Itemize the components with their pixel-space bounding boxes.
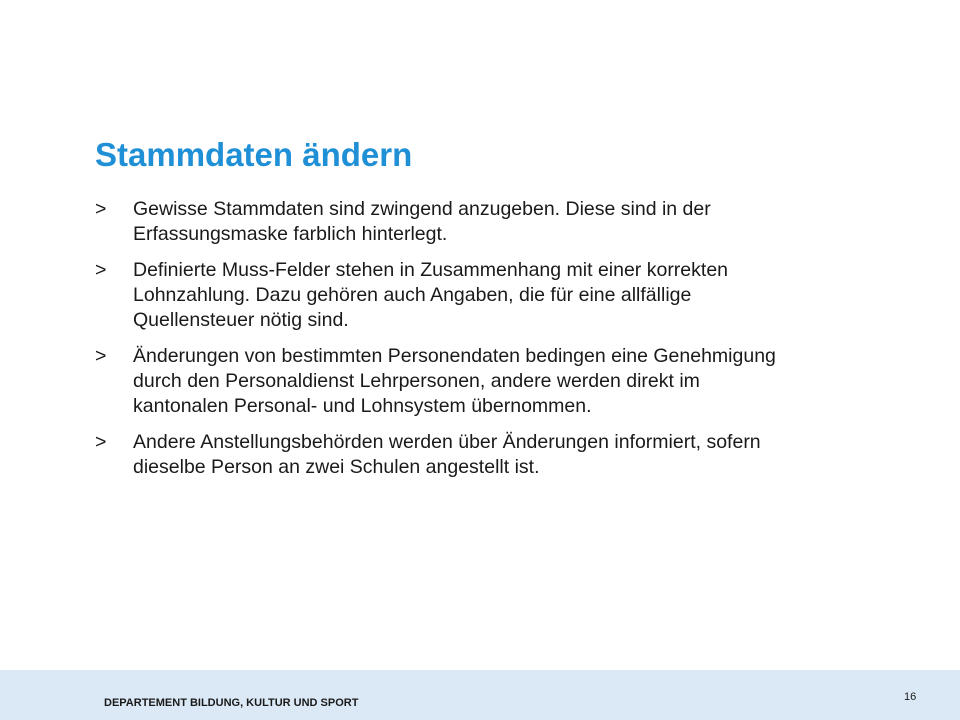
bullet-marker: > (95, 431, 107, 453)
bullet-line: Gewisse Stammdaten sind zwingend anzugeben. Diese sind in der (133, 198, 711, 220)
bullet-line: Erfassungsmaske farblich hinterlegt. (133, 223, 448, 245)
bullet-marker: > (95, 198, 107, 220)
bullet-marker: > (95, 345, 107, 367)
bullet-item (95, 344, 895, 419)
bullet-line: Definierte Muss-Felder stehen in Zusammenhang mit einer korrekten (133, 259, 729, 281)
bullet-marker: > (95, 259, 107, 281)
footer-band (0, 670, 960, 720)
footer-department: DEPARTEMENT BILDUNG, KULTUR UND SPORT (104, 697, 359, 709)
bullet-line: dieselbe Person an zwei Schulen angestellt ist. (133, 456, 540, 478)
page-number: 16 (904, 691, 917, 703)
bullet-line: Andere Anstellungsbehörden werden über Änderungen informiert, sofern (133, 431, 761, 453)
bullet-line: Quellensteuer nötig sind. (133, 309, 349, 331)
slide-title: Stammdaten ändern (95, 136, 413, 173)
bullet-line: kantonalen Personal- und Lohnsystem übernommen. (133, 395, 592, 417)
bullet-item (95, 258, 895, 333)
bullet-item (95, 197, 895, 247)
bullet-list (95, 197, 895, 491)
bullet-item (95, 430, 895, 480)
bullet-line: Änderungen von bestimmten Personendaten bedingen eine Genehmigung (133, 345, 776, 367)
bullet-line: durch den Personaldienst Lehrpersonen, andere werden direkt im (133, 370, 700, 392)
bullet-line: Lohnzahlung. Dazu gehören auch Angaben, die für eine allfällige (133, 284, 692, 306)
